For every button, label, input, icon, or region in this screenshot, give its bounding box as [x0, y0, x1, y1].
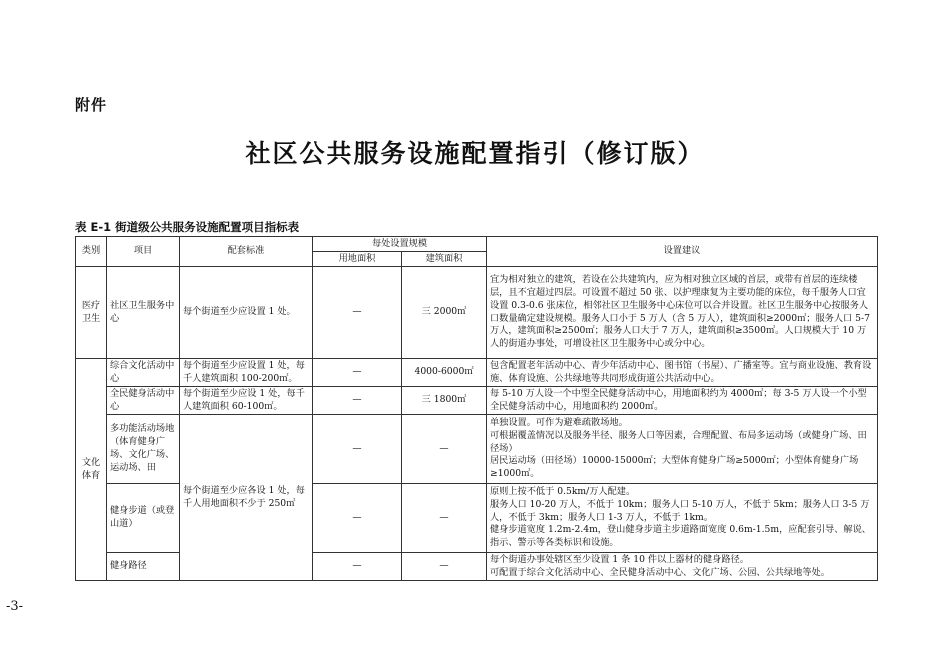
row-building-area: —: [402, 415, 487, 484]
table-row: [76, 415, 878, 484]
page-title: 社区公共服务设施配置指引（修订版）: [245, 139, 705, 168]
row-building-area: —: [402, 484, 487, 553]
row-suggestion: 宜为相对独立的建筑，若设在公共建筑内，应为相对独立区域的首层，或带有首层的连续楼层，且不宜超过四层。可设置不超过 50 张、以护理康复为主要功能的床位，每千服务人口宜设置 0.3-0.6 张床位，相邻社区卫生服务中心床位可以合并设置。社区卫生服务中心按服务人口数量确定建设规模。服务人口小于 5 万人（含 5 万人），建筑面积≥2000㎡；服务人口 5-7 万人，建筑面积≥2500㎡；服务人口大于 7 万人，建筑面积≥3500㎡。人口规模大于 10 万人的街道办事处，可增设社区卫生服务中心或分中心。: [487, 267, 878, 359]
table-row: [76, 387, 878, 415]
table-row: [76, 359, 878, 387]
row-land-area: —: [313, 359, 402, 387]
row-land-area: —: [313, 415, 402, 484]
row-standard: 每个街道至少应设 1 处，每千人建筑面积 60-100㎡。: [180, 387, 313, 415]
header-category: 类别: [76, 237, 107, 267]
row-item: 健身路径: [107, 553, 180, 581]
row-standard: 每个街道至少应设置 1 处，每千人建筑面积 100-200㎡。: [180, 359, 313, 387]
table-row: [76, 267, 878, 359]
facility-indicator-table: [75, 236, 878, 581]
page-number: -3-: [6, 599, 24, 614]
row-building-area: 4000-6000㎡: [402, 359, 487, 387]
row-category: 医疗卫生: [76, 267, 107, 359]
header-scale-group: 每处设置规模: [313, 237, 487, 252]
row-item: 社区卫生服务中心: [107, 267, 180, 359]
table-caption: 表 E-1 街道级公共服务设施配置项目指标表: [75, 220, 300, 234]
row-item: 健身步道（或登山道）: [107, 484, 180, 553]
row-building-area: 三 2000㎡: [402, 267, 487, 359]
row-land-area: —: [313, 387, 402, 415]
header-land-area: 用地面积: [313, 252, 402, 267]
row-item: 多功能活动场地（体育健身广场、文化广场、运动场、田: [107, 415, 180, 484]
row-category: 文化体育: [76, 359, 107, 581]
header-item: 项目: [107, 237, 180, 267]
row-standard: 每个街道至少应各设 1 处，每千人用地面积不少于 250㎡: [180, 415, 313, 581]
row-building-area: 三 1800㎡: [402, 387, 487, 415]
row-item: 综合文化活动中心: [107, 359, 180, 387]
row-suggestion: 每个街道办事处辖区至少设置 1 条 10 件以上器材的健身路径。 可配置于综合文化活动中心、全民健身活动中心、文化广场、公园、公共绿地等处。: [487, 553, 878, 581]
row-land-area: —: [313, 267, 402, 359]
attachment-label: 附件: [75, 96, 108, 114]
row-land-area: —: [313, 553, 402, 581]
row-suggestion: 原则上按不低于 0.5km/万人配建。 服务人口 10-20 万人，不低于 10km；服务人口 5-10 万人，不低于 5km；服务人口 3-5 万人，不低于 3km；服务人口 1-3 万人，不低于 1km。 健身步道宽度 1.2m-2.4m，登山健身步道主步道路面宽度 0.6m-1.5m，应配套引导、解说、指示、警示等各类标识和设施。: [487, 484, 878, 553]
header-building-area: 建筑面积: [402, 252, 487, 267]
row-building-area: —: [402, 553, 487, 581]
row-suggestion: 每 5-10 万人设一个中型全民健身活动中心，用地面积约为 4000㎡；每 3-5 万人设一个小型全民健身活动中心，用地面积约 2000㎡。: [487, 387, 878, 415]
row-suggestion: 包含配置老年活动中心、青少年活动中心、图书馆（书屋）、广播室等。宜与商业设施、教育设施、体育设施、公共绿地等共同形成街道公共活动中心。: [487, 359, 878, 387]
header-suggestion: 设置建议: [487, 237, 878, 267]
row-suggestion: 单独设置。可作为避难疏散场地。 可根据覆盖情况以及服务半径、服务人口等因素，合理配置、布局多运动场（或健身广场、田径场） 居民运动场（田径场）10000-15000㎡；大型体育健身广场≥5000㎡；小型体育健身广场≥1000㎡。: [487, 415, 878, 484]
row-standard: 每个街道至少应设置 1 处。: [180, 267, 313, 359]
row-land-area: —: [313, 484, 402, 553]
header-standard: 配套标准: [180, 237, 313, 267]
row-item: 全民健身活动中心: [107, 387, 180, 415]
